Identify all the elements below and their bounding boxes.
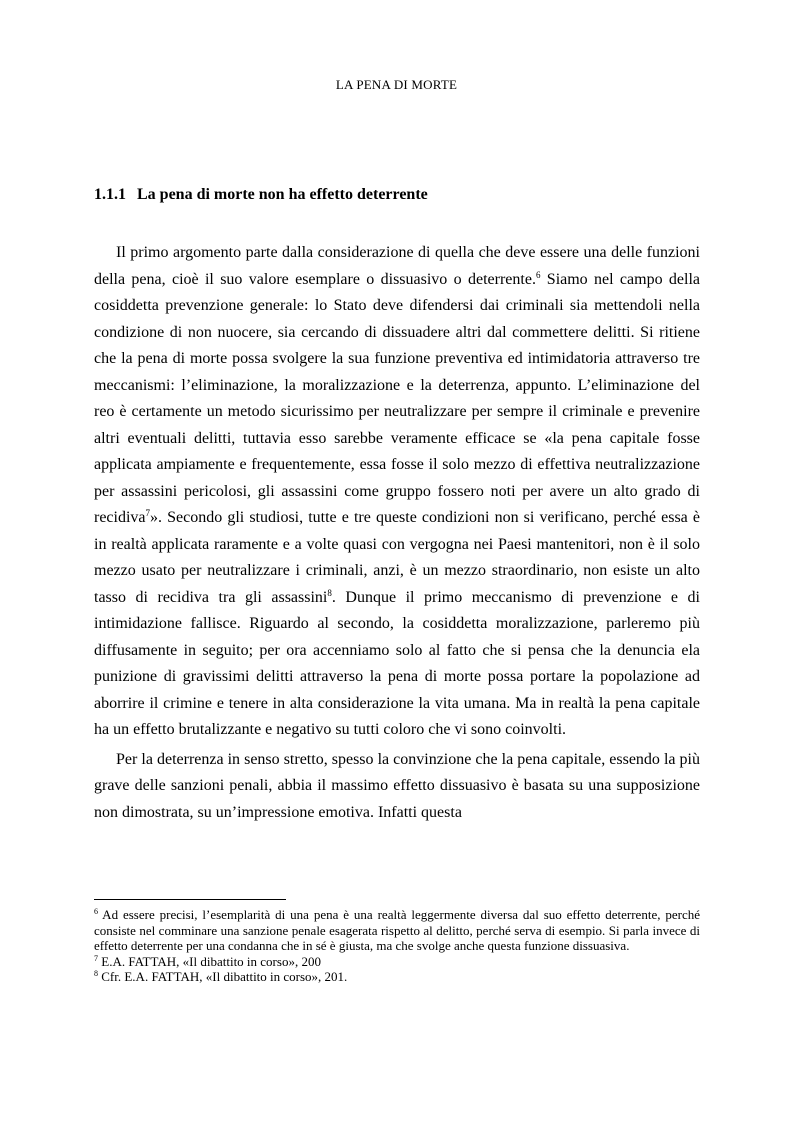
- footnote-ref: 6: [535, 269, 541, 280]
- footnote-ref: 8: [327, 587, 332, 598]
- footnote: $^7$ E.A. FATTAH, «Il dibattito in corso», 200: [94, 953, 321, 969]
- section-title: La pena di morte non ha effetto deterrente: [137, 186, 428, 203]
- section-heading: [94, 186, 700, 204]
- body-text: [94, 240, 700, 826]
- footnote-ref: 7: [145, 508, 151, 518]
- footnote-separator: [94, 899, 286, 900]
- footnote: $^8$ Cfr. E.A. FATTAH, «Il dibattito in corso», 201.: [94, 969, 348, 984]
- paragraph: Il primo argomento parte dalla considerazione di quella che deve essere una delle funzioni della pena, cioè il suo valore esemplare o dissuasivo o deterrente.$^6$ Siamo nel campo della cosiddetta prevenzione generale: lo Stato deve difendersi dai criminali sia mettendoli nella condizione di non nuocere, sia cercando di dissuadere altri dal commettere delitti. Si ritiene che la pena di morte possa svolgere la sua funzione preventiva ed intimidatoria attraverso tre meccanismi: l’eliminazione, la moralizzazione e la deterrenza, appunto. L’eliminazione del reo è certamente un metodo sicurissimo per neutralizzare per sempre il criminale e prevenire altri eventuali delitti, tuttavia esso sarebbe veramente efficace se «la pena capitale fosse applicata ampiamente e frequentemente, essa fosse il solo mezzo di effettiva neutralizzazione per assassini pericolosi, gli assassini come gruppo fossero noti per avere un alto grado di recidiva$^7$». Secondo gli studiosi, tutte e tre queste condizioni non si verificano, perché essa è in realtà applicata raramente e a volte quasi con vergogna nei Paesi mantenitori, non è il solo mezzo usato per neutralizzare i criminali, anzi, è un mezzo straordinario, non esiste un alto tasso di recidiva tra gli assassini$^8$. Dunque il primo meccanismo di prevenzione e di intimidazione fallisce. Riguardo al secondo, la cosiddetta moralizzazione, parleremo più diffusamente in seguito; per ora accenniamo solo al fatto che si pensa che la denuncia ela punizione di gravissimi delitti attraverso la pena di morte possa portare la popolazione ad aborrire il crimine e tenere in alta considerazione la vita umana. Ma in realtà la pena capitale ha un effetto brutalizzante e negativo su tutti coloro che vi sono coinvolti.: [94, 244, 701, 738]
- footnote-number: 6: [94, 907, 98, 916]
- running-header: LA PENA DI MORTE: [335, 77, 458, 92]
- footnote-number: 8: [94, 969, 98, 978]
- footnotes: [94, 907, 700, 985]
- footnote-number: 7: [94, 953, 98, 963]
- section-number: 1.1.1: [94, 186, 126, 203]
- footnote: $^6$ Ad essere precisi, l’esemplarità di una pena è una realtà leggermente diversa dal suo effetto deterrente, perché consiste nel comminare una sanzione penale esagerata rispetto al delitto, perché serva di esempio. Si parla invece di effetto deterrente per una condanna che in sé è giusta, ma che svolge anche questa funzione dissuasiva.: [94, 907, 700, 953]
- paragraph: Per la deterrenza in senso stretto, spesso la convinzione che la pena capitale, essendo la più grave delle sanzioni penali, abbia il massimo effetto dissuasivo è basata su una supposizione non dimostrata, su un’impressione emotiva. Infatti questa: [94, 750, 700, 821]
